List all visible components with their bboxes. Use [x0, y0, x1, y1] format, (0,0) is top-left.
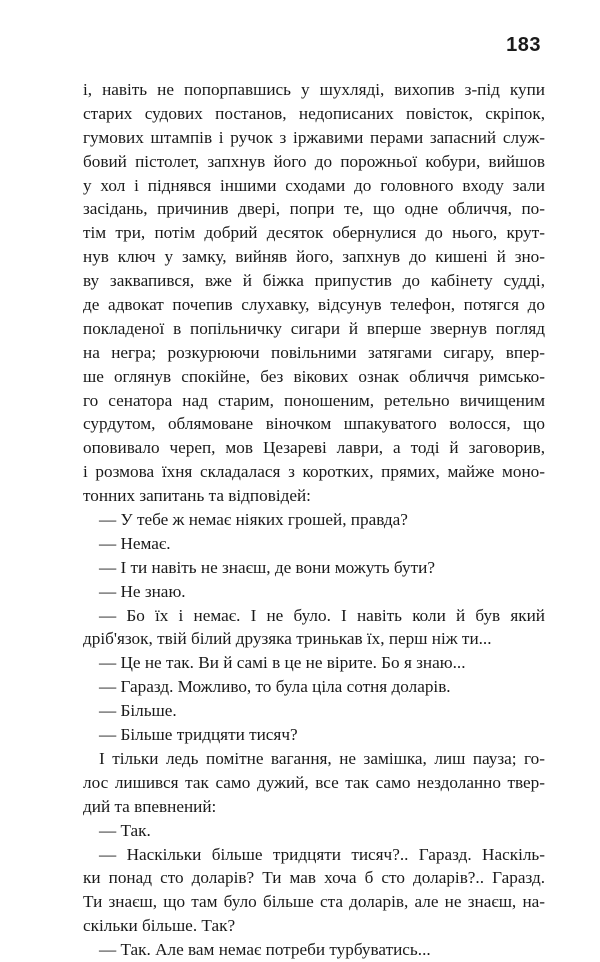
text-line: тім три, потім добрий десяток обернулися до нього, крут- [83, 223, 545, 243]
page-number: 183 [506, 34, 541, 56]
text-line: сурдутом, облямоване віночком шпакуватого волосся, що [83, 414, 545, 434]
text-line: го сенатора над старим, поношеним, ретельно вичищеним [83, 390, 545, 410]
text-line: І тільки ледь помітне вагання, не замішка, лиш пауза; го- [99, 748, 545, 768]
text-line: нув ключ у замку, вийняв його, запхнув до кишені й зно- [83, 247, 545, 267]
text-line: засідань, причинив двері, попри те, що одне обличчя, по- [83, 199, 545, 219]
dialogue-line: ки понад сто доларів? Ти мав хоча б сто доларів?.. Гаразд. [83, 868, 545, 888]
body-text [83, 78, 545, 962]
dialogue-line: скільки більше. Так? [83, 916, 236, 936]
text-line: дий та впевнений: [83, 796, 217, 816]
dialogue-line: — Більше. [99, 701, 177, 721]
text-line: гумових штампів і ручок з іржавими перами запасний служ- [83, 127, 545, 147]
text-line: бовий пістолет, запхнув його до порожньої кобури, вийшов [83, 151, 545, 171]
text-line: на негра; розкурюючи повільними затягами сигару, впер- [83, 342, 545, 362]
text-line: оповивало череп, мов Цезареві лаври, а тоді й заговорив, [83, 438, 545, 458]
dialogue-line: — Гаразд. Можливо, то була ціла сотня доларів. [99, 677, 451, 697]
dialogue-line: — Так. [99, 820, 151, 840]
text-line: у хол і піднявся іншими сходами до головного входу зали [83, 175, 545, 195]
dialogue-line: — Немає. [99, 533, 171, 553]
dialogue-line: — Наскільки більше тридцяти тисяч?.. Гаразд. Наскіль- [99, 844, 545, 864]
dialogue-line: — Не знаю. [99, 581, 186, 601]
text-line: тонних запитань та відповідей: [83, 486, 311, 506]
dialogue-line: — Більше тридцяти тисяч? [99, 725, 298, 745]
text-line: ву заквапився, вже й біжка припустив до кабінету судді, [83, 271, 545, 291]
dialogue-line: Ти знаєш, що там було більше ста доларів, але не знаєш, на- [83, 892, 545, 912]
dialogue-line: — І ти навіть не знаєш, де вони можуть бути? [99, 557, 435, 577]
dialogue-line: дріб'язок, твій білий друзяка тринькав їх, перш ніж ти... [83, 629, 492, 649]
dialogue-line: — Бо їх і немає. І не було. І навіть коли й був який [99, 605, 545, 625]
dialogue-line: — Це не так. Ви й самі в це не вірите. Бо я знаю... [99, 653, 466, 673]
text-line: ше оглянув спокійне, без вікових ознак обличчя римсько- [83, 366, 545, 386]
dialogue-line: — У тебе ж немає ніяких грошей, правда? [99, 510, 408, 530]
text-line: покладеної в попільничку сигари й вперше звернув погляд [83, 318, 545, 338]
text-line: старих судових постанов, недописаних повісток, скріпок, [83, 103, 545, 123]
text-line: де адвокат почепив слухавку, відсунув телефон, потягся до [83, 295, 545, 315]
text-line: лос лишився так само дужий, все так само нездоланно твер- [83, 772, 545, 792]
dialogue-line: — Так. Але вам немає потреби турбуватись... [99, 940, 431, 960]
text-line: і, навіть не попорпавшись у шухляді, вихопив з-під купи [83, 80, 545, 99]
text-line: і розмова їхня складалася з коротких, прямих, майже моно- [83, 462, 545, 482]
